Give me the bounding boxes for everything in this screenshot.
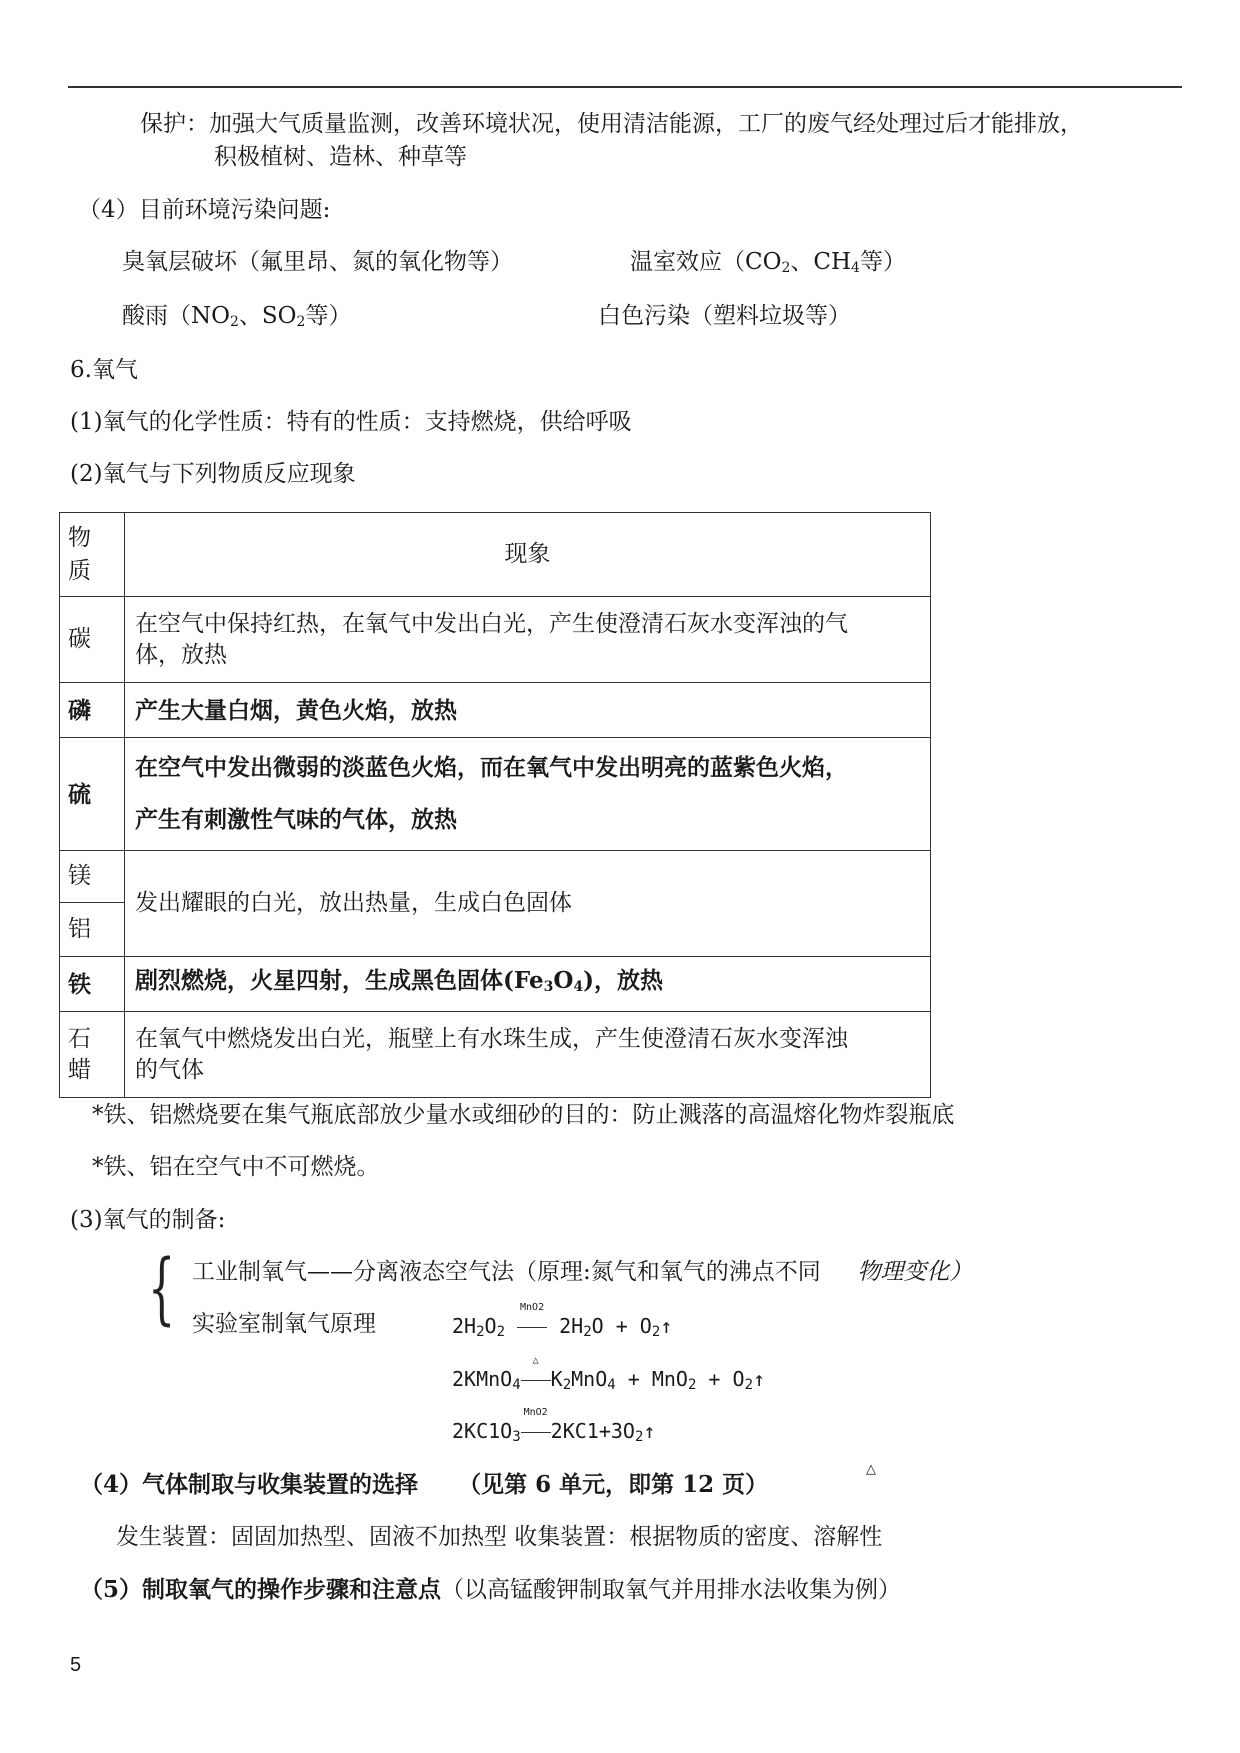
table-row <box>60 957 931 1012</box>
note-1: *铁、铝燃烧要在集气瓶底部放少量水或细砂的目的：防止溅落的高温熔化物炸裂瓶底 <box>92 1102 955 1128</box>
lab-method: 实验室制氧气原理 <box>192 1311 376 1337</box>
note-2: *铁、铝在空气中不可燃烧。 <box>92 1154 380 1180</box>
triangle-mark: △ <box>866 1462 876 1477</box>
header-phenomenon: 现象 <box>125 513 931 597</box>
substance-cell: 镁 <box>60 851 125 903</box>
table-row <box>60 683 931 738</box>
white-pollution-item: 白色污染（塑料垃圾等） <box>598 303 851 329</box>
substance-cell: 铁 <box>60 957 125 1012</box>
table-row <box>60 851 931 903</box>
table-row <box>60 1012 931 1098</box>
equation-1: $2H_2O_2$ MnO2 $2H_2O$ + $O_2↑$ <box>452 1302 673 1340</box>
phenomenon-cell: 在空气中发出微弱的淡蓝色火焰，而在氧气中发出明亮的蓝紫色火焰， 产生有刺激性气味的气体，放热 <box>125 738 931 851</box>
acid-rain-item: 酸雨（$NO_2$、$SO_2$等） <box>122 303 352 330</box>
header-substance: 物 质 <box>60 513 125 597</box>
equation-2: 2KMnO$_4$ △ $K_2MnO_4 + MnO_2$ + $O_2↑$ <box>452 1355 766 1393</box>
preparation-heading: (3)氧气的制备: <box>70 1207 226 1233</box>
substance-cell: 磷 <box>60 683 125 738</box>
phenomenon-cell: 在空气中保持红热，在氧气中发出白光，产生使澄清石灰水变浑浊的气 体，放热 <box>125 597 931 683</box>
phenomenon-cell: 在氧气中燃烧发出白光，瓶壁上有水珠生成，产生使澄清石灰水变浑浊 的气体 <box>125 1012 931 1098</box>
brace-icon: { <box>148 1244 176 1334</box>
table-row <box>60 597 931 683</box>
substance-cell: 铝 <box>60 903 125 957</box>
oxygen-chem-prop: (1)氧气的化学性质：特有的性质：支持燃烧，供给呼吸 <box>70 409 632 435</box>
table-row <box>60 738 931 851</box>
reaction-table <box>59 512 931 1098</box>
page-number: 5 <box>70 1654 82 1676</box>
apparatus-heading: （4）气体制取与收集装置的选择 （见第 6 单元，即第 12 页） <box>80 1471 769 1498</box>
greenhouse-item: 温室效应（$CO_2$、$CH_4$等） <box>630 249 906 276</box>
substance-cell: 石 蜡 <box>60 1012 125 1098</box>
phenomenon-cell: 剧烈燃烧，火星四射，生成黑色固体$(Fe_3O_4)$，放热 <box>125 957 931 1012</box>
protection-line2: 积极植树、造林、种草等 <box>214 144 467 170</box>
protection-line1: 保护：加强大气质量监测，改善环境状况，使用清洁能源，工厂的废气经处理过后才能排放， <box>140 111 1083 137</box>
steps-heading: （5）制取氧气的操作步骤和注意点（以高锰酸钾制取氧气并用排水法收集为例） <box>80 1576 902 1603</box>
phenomenon-cell: 发出耀眼的白光，放出热量，生成白色固体 <box>125 851 931 957</box>
substance-cell: 硫 <box>60 738 125 851</box>
table-header-row <box>60 513 931 597</box>
reaction-heading: (2)氧气与下列物质反应现象 <box>70 461 356 487</box>
apparatus-detail: 发生装置：固固加热型、固液不加热型 收集装置：根据物质的密度、溶解性 <box>116 1524 883 1550</box>
substance-cell: 碳 <box>60 597 125 683</box>
top-rule <box>68 86 1182 88</box>
ozone-item: 臭氧层破坏（氟里昂、氮的氧化物等） <box>122 249 513 275</box>
industrial-method: 工业制氧气——分离液态空气法（原理:氮气和氧气的沸点不同 物理变化） <box>192 1259 973 1285</box>
equation-3: $2KC1O_3$ MnO2 $2KC1+3O_2↑$ <box>452 1407 656 1445</box>
phenomenon-cell: 产生大量白烟，黄色火焰，放热 <box>125 683 931 738</box>
oxygen-title: 6.氧气 <box>70 357 138 383</box>
pollution-heading: （4）目前环境污染问题: <box>78 197 331 223</box>
